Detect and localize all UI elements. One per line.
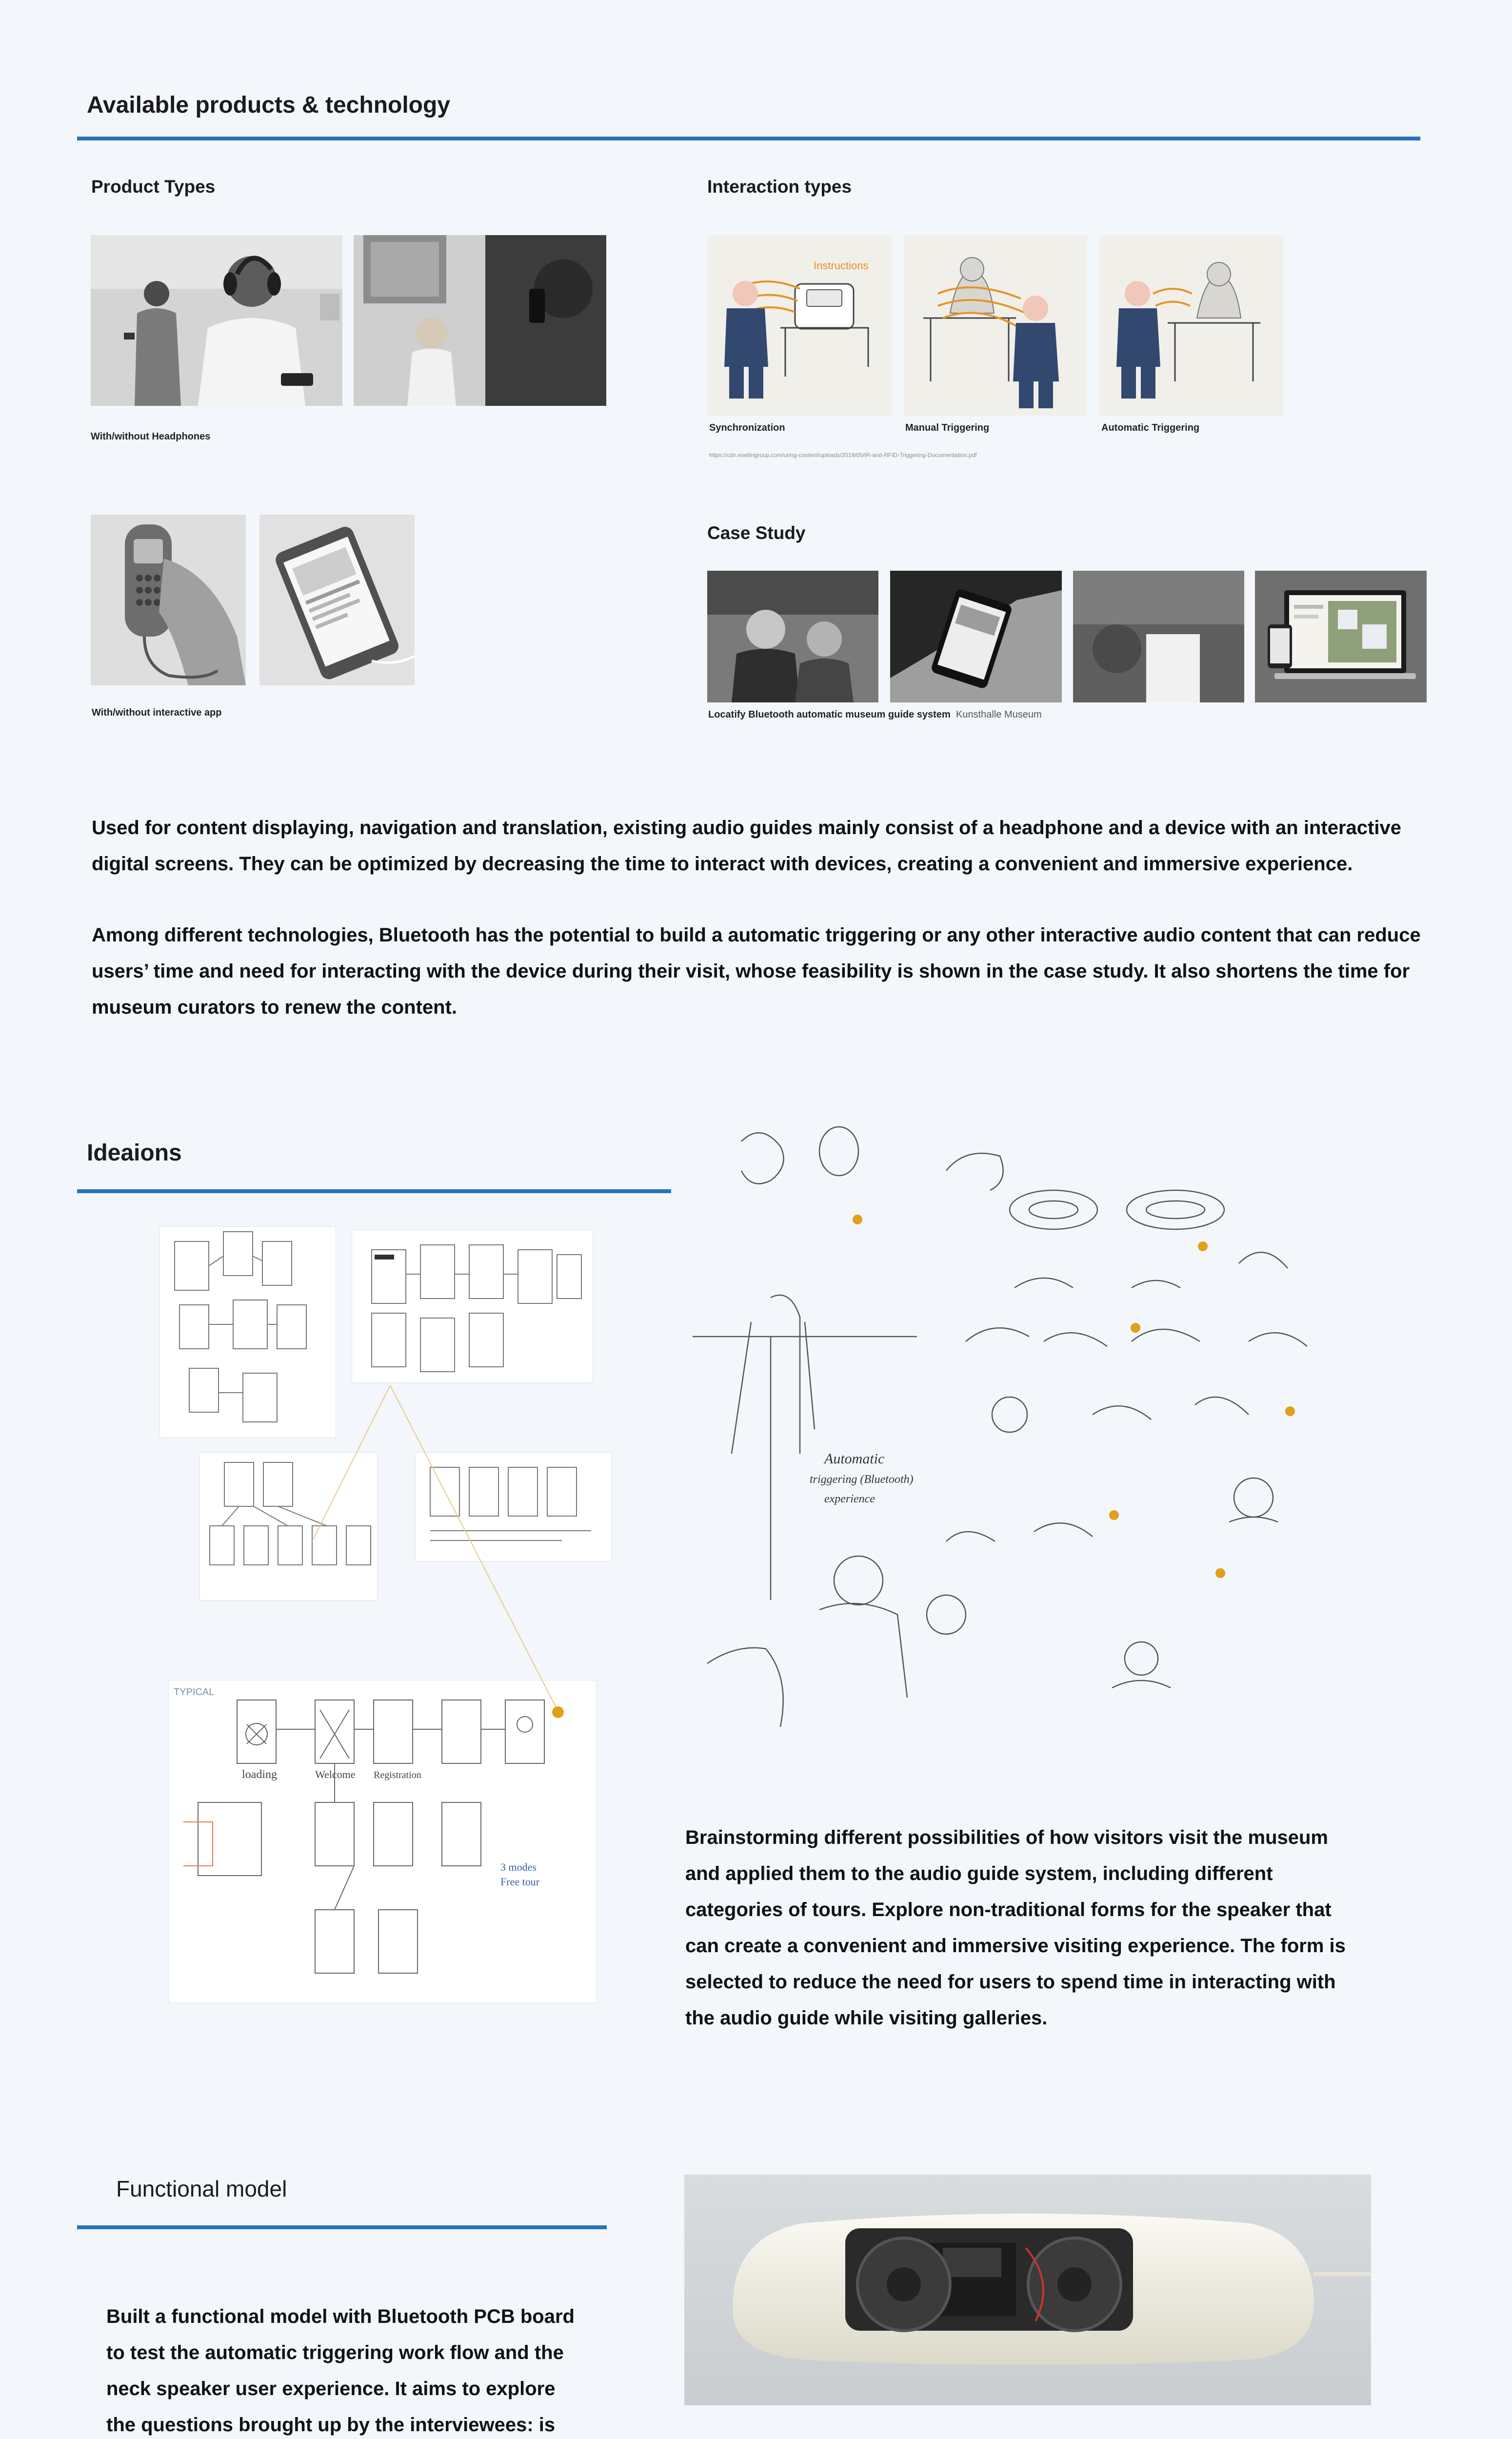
case-photo-phone	[890, 571, 1062, 702]
case-photo-visitors	[707, 571, 878, 702]
photo-pcb-speaker-model	[684, 2175, 1371, 2405]
photo-smartphone-app	[259, 515, 415, 685]
connector-lines	[146, 1366, 634, 1707]
section-title-available: Available products & technology	[87, 92, 451, 118]
caption-headphones: With/without Headphones	[91, 431, 211, 442]
source-url[interactable]: https://cdn.exellingroup.com/uring-content/uploads/2019/05/IR-and-RFID-Triggering-Documentation.pdf	[709, 452, 977, 459]
case-photo-beacon	[1073, 571, 1244, 702]
section-divider	[77, 2225, 607, 2229]
svg-text:TYPICAL: TYPICAL	[174, 1687, 215, 1698]
photo-handheld-device	[91, 515, 246, 685]
handwritten-instructions: Instructions	[814, 260, 869, 272]
caption-locatify: Locatify Bluetooth automatic museum guide system	[708, 709, 951, 720]
ideations-paragraph: Brainstorming different possibilities of how visitors visit the museum and applied them to the audio guide system, including different categories of tours. Explore non-traditional forms for the speaker that can create a convenient and immersive visiting experience. The form is selected to reduce the need for users to spend time in interacting with the audio guide while visiting galleries.	[685, 1827, 1346, 2029]
caption-synchronization: Synchronization	[709, 422, 785, 433]
section-divider	[77, 1189, 671, 1193]
photo-headphones-visitors	[91, 235, 342, 406]
neck-speaker-sketches	[693, 1112, 1341, 1776]
functional-paragraph: Built a functional model with Bluetooth PCB board to test the automatic triggering work flow and the neck speaker user experience. It aims to explore the questions brought up by the interviewees: is	[106, 2306, 575, 2436]
section-divider	[77, 137, 1420, 140]
caption-automatic-triggering: Automatic Triggering	[1101, 422, 1200, 433]
svg-text:experience: experience	[824, 1493, 875, 1505]
section-title-functional: Functional model	[116, 2176, 287, 2201]
svg-text:loading: loading	[242, 1768, 277, 1781]
illustration-automatic-triggering	[1099, 235, 1283, 416]
photo-phone-gallery	[354, 235, 606, 406]
svg-text:Free tour: Free tour	[500, 1876, 540, 1888]
case-study-heading: Case Study	[707, 523, 806, 543]
product-types-heading: Product Types	[91, 177, 216, 197]
wireframe-sketch-2	[352, 1230, 593, 1382]
svg-text:Automatic: Automatic	[824, 1451, 885, 1467]
svg-text:Welcome: Welcome	[315, 1768, 356, 1780]
svg-text:3 modes: 3 modes	[500, 1861, 537, 1873]
caption-manual-triggering: Manual Triggering	[905, 422, 990, 433]
caption-interactive-app: With/without interactive app	[92, 707, 222, 718]
illustration-synchronization	[707, 235, 892, 416]
intro-paragraph-1: Used for content displaying, navigation and translation, existing audio guides mainly consist of a headphone and a device with an interactive digital screens. They can be optimized by decreasing the time to interact with devices, creating a convenient and immersive experience.	[92, 817, 1401, 875]
svg-text:triggering (Bluetooth): triggering (Bluetooth)	[810, 1473, 914, 1486]
illustration-manual-triggering	[904, 235, 1087, 416]
wireframe-flow-typical	[169, 1680, 597, 2002]
interaction-types-heading: Interaction types	[707, 177, 852, 197]
svg-text:Registration: Registration	[374, 1770, 421, 1780]
caption-kunsthalle: Kunsthalle Museum	[956, 709, 1042, 720]
section-title-ideations: Ideaions	[87, 1140, 182, 1166]
case-photo-devices	[1255, 571, 1427, 702]
intro-paragraph-2: Among different technologies, Bluetooth has the potential to build a automatic triggering or any other interactive audio content that can reduce users’ time and need for interacting with the device during their visit, whose feasibility is shown in the case study. It also shortens the time for museum curators to renew the content.	[92, 924, 1421, 1018]
